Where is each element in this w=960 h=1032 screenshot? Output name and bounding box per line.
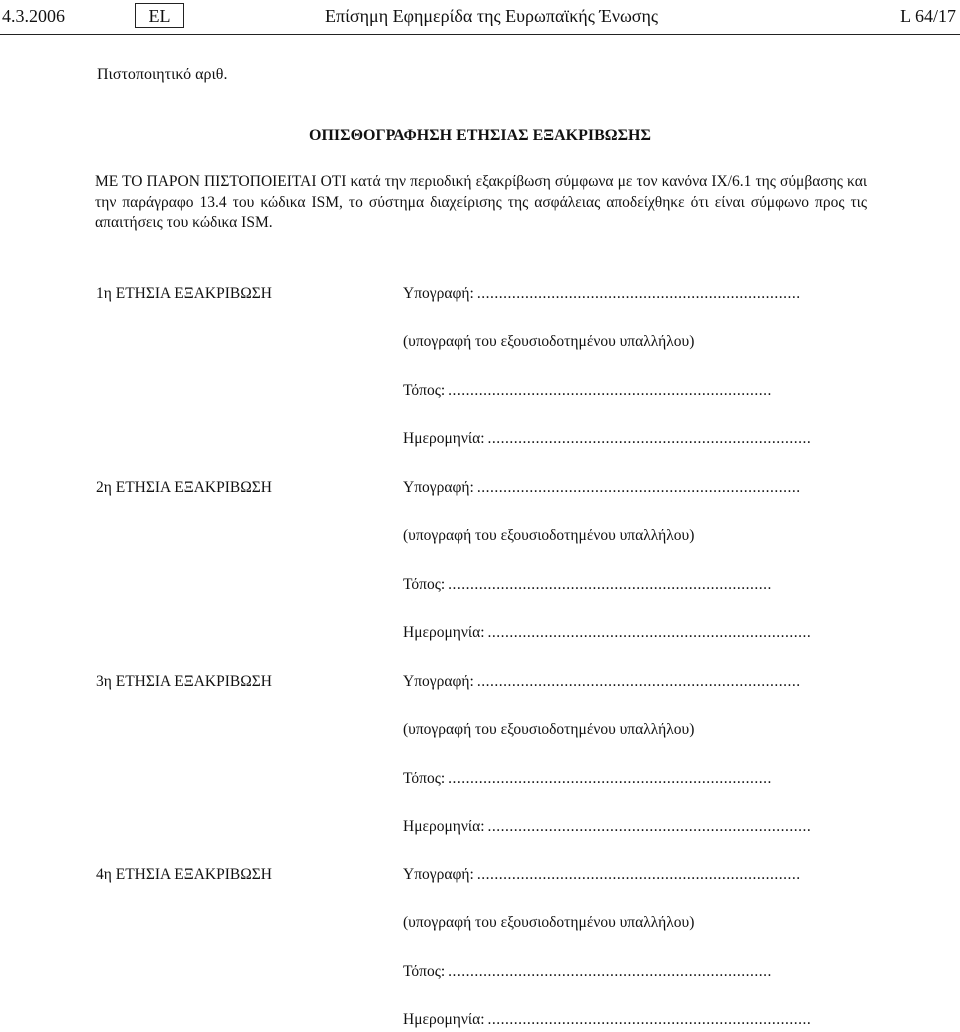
place-dotted-line[interactable]: .......................................................................... [448,963,772,980]
date-dotted-line[interactable]: .......................................................................... [487,818,812,835]
verification-label: 4η ΕΤΗΣΙΑ ΕΞΑΚΡΙΒΩΣΗ [96,866,272,883]
place-field[interactable] [403,382,867,400]
signature-label: Υπογραφή: [403,866,474,883]
date-label: Ημερομηνία: [403,1011,485,1028]
date-field[interactable] [403,818,867,836]
place-field[interactable] [403,770,867,788]
signature-dotted-line[interactable]: .......................................................................... [476,285,801,302]
place-dotted-line[interactable]: .......................................................................... [448,382,772,399]
certificate-number-label: Πιστοποιητικό αριθ. [97,66,228,83]
place-field[interactable] [403,576,867,594]
language-badge: EL [135,3,184,28]
signature-dotted-line[interactable]: .......................................................................... [476,479,801,496]
signature-note: (υπογραφή του εξουσιοδοτημένου υπαλλήλου) [403,721,695,738]
signature-field[interactable] [403,285,867,303]
place-dotted-line[interactable]: .......................................................................... [448,770,772,787]
signature-label: Υπογραφή: [403,673,474,690]
place-label: Τόπος: [403,382,446,399]
signature-note: (υπογραφή του εξουσιοδοτημένου υπαλλήλου) [403,527,695,544]
place-label: Τόπος: [403,963,446,980]
place-dotted-line[interactable]: .......................................................................... [448,576,772,593]
verification-label: 1η ΕΤΗΣΙΑ ΕΞΑΚΡΙΒΩΣΗ [96,285,272,302]
publication-date: 4.3.2006 [2,6,65,26]
signature-note: (υπογραφή του εξουσιοδοτημένου υπαλλήλου) [403,333,695,350]
signature-label: Υπογραφή: [403,479,474,496]
date-field[interactable] [403,1011,867,1029]
verification-label: 2η ΕΤΗΣΙΑ ΕΞΑΚΡΙΒΩΣΗ [96,479,272,496]
date-field[interactable] [403,430,867,448]
date-dotted-line[interactable]: .......................................................................... [487,430,812,447]
page-reference: L 64/17 [900,6,956,26]
place-label: Τόπος: [403,770,446,787]
date-label: Ημερομηνία: [403,624,485,641]
date-field[interactable] [403,624,867,642]
journal-title: Επίσημη Εφημερίδα της Ευρωπαϊκής Ένωσης [325,6,659,26]
date-dotted-line[interactable]: .......................................................................... [487,624,812,641]
signature-field[interactable] [403,673,867,691]
signature-field[interactable] [403,866,867,884]
journal-header [0,0,960,35]
document-title: ΟΠΙΣΘΟΓΡΑΦΗΣΗ ΕΤΗΣΙΑΣ ΕΞΑΚΡΙΒΩΣΗΣ [309,127,651,144]
date-label: Ημερομηνία: [403,818,485,835]
signature-dotted-line[interactable]: .......................................................................... [476,673,801,690]
signature-label: Υπογραφή: [403,285,474,302]
signature-dotted-line[interactable]: .......................................................................... [476,866,801,883]
date-dotted-line[interactable]: .......................................................................... [487,1011,812,1028]
place-label: Τόπος: [403,576,446,593]
place-field[interactable] [403,963,867,981]
intro-paragraph: ΜΕ ΤΟ ΠΑΡΟΝ ΠΙΣΤΟΠΟΙΕΙΤΑΙ ΟΤΙ κατά την περιοδική εξακρίβωση σύμφωνα με τον κανόνα IX/6.1 της σύμβασης και την παράγραφο 13.4 του κώδικα ISM, το σύστημα διαχείρισης της ασφάλειας αποδείχθηκε ότι είναι σύμφωνο προς τις απαιτήσεις του κώδικα ISM. [95,173,867,231]
signature-field[interactable] [403,479,867,497]
verification-label: 3η ΕΤΗΣΙΑ ΕΞΑΚΡΙΒΩΣΗ [96,673,272,690]
signature-note: (υπογραφή του εξουσιοδοτημένου υπαλλήλου) [403,914,695,931]
date-label: Ημερομηνία: [403,430,485,447]
